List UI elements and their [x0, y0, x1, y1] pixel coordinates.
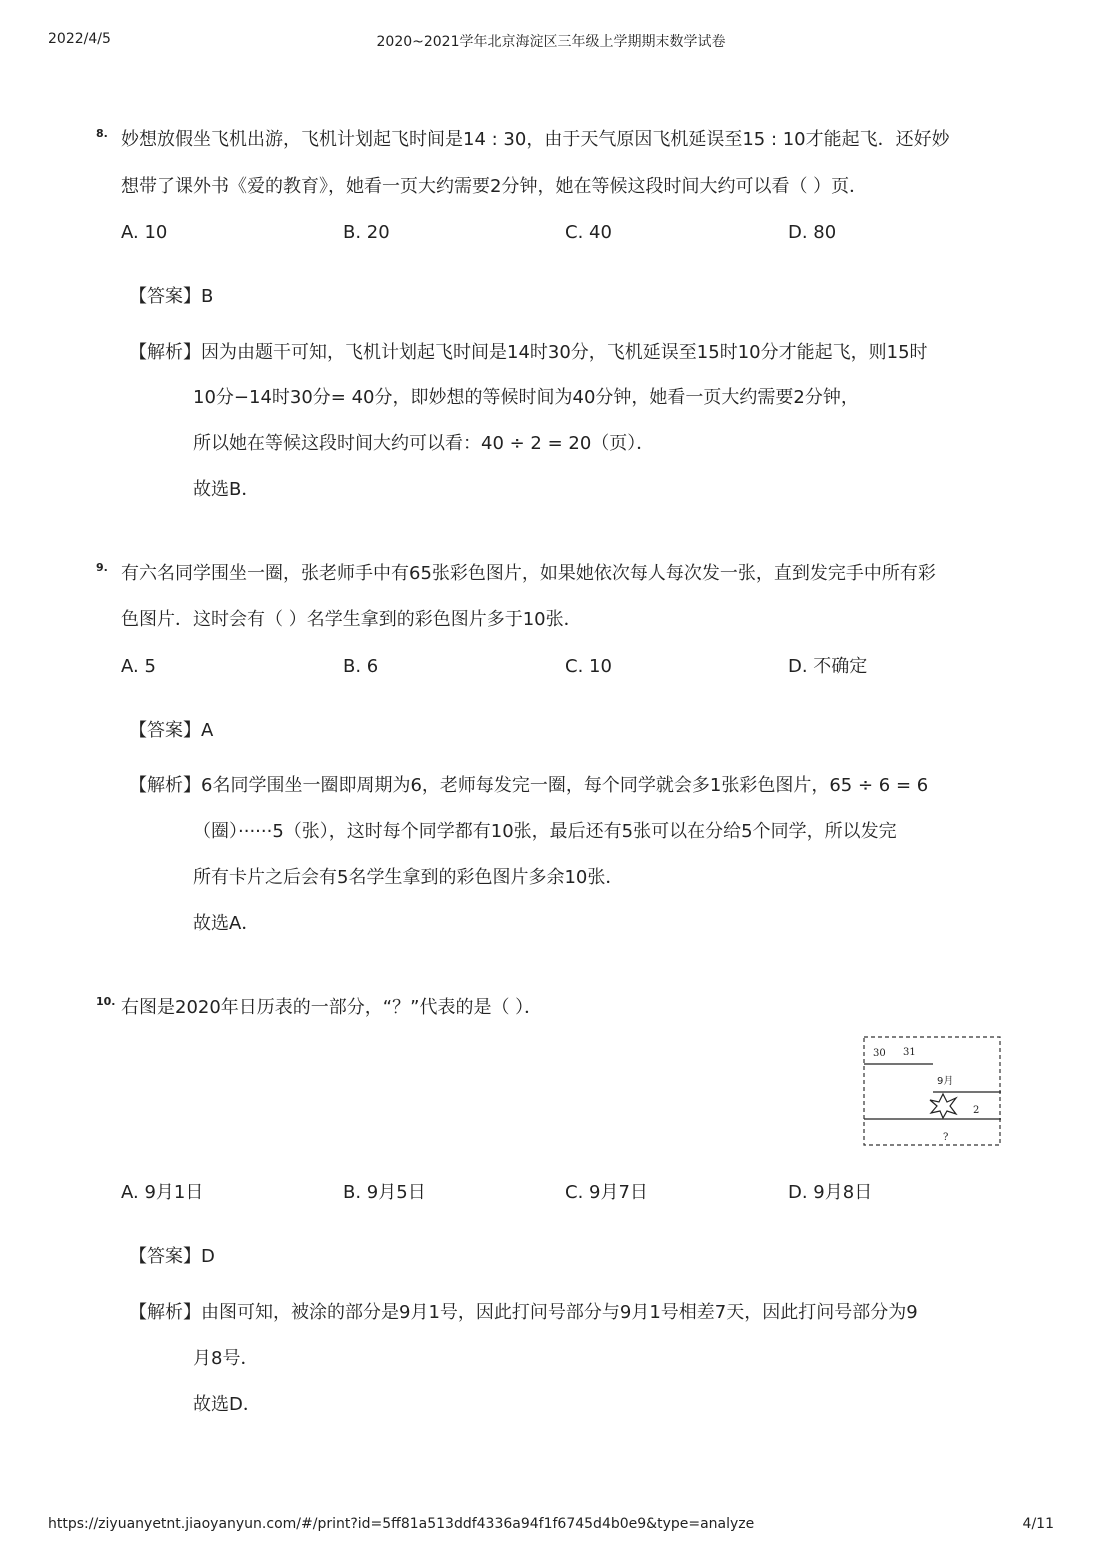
- option-a: A. 9月1日: [121, 1182, 204, 1203]
- answer-label: 【答案】: [129, 1246, 201, 1267]
- analysis-text: 由图可知，被涂的部分是9月1号，因此打问号部分与9月1号相差7天，因此打问号部分为9: [201, 1302, 918, 1323]
- question-stem-line: 有六名同学围坐一圈，张老师手中有65张彩色图片，如果她依次每人每次发一张，直到发完手中所有彩: [121, 563, 936, 584]
- option-b: B. 9月5日: [343, 1182, 426, 1203]
- option-a: A. 5: [121, 656, 156, 677]
- calendar-day-30: 30: [873, 1048, 886, 1059]
- option-b: B. 6: [343, 656, 379, 677]
- answer-line: [129, 719, 213, 743]
- source-url: https://ziyuanyetnt.jiaoyanyun.com/#/print?id=5ff81a513ddf4336a94f1f6745d4b0e9&type=analyze: [48, 1516, 755, 1532]
- option-c: C. 10: [565, 656, 612, 677]
- analysis-label: 【解析】: [129, 342, 201, 363]
- document-title: 2020~2021学年北京海淀区三年级上学期期末数学试卷: [376, 34, 726, 50]
- answer-value: A: [201, 720, 214, 741]
- answer-label: 【答案】: [129, 720, 201, 741]
- calendar-day-31: 31: [903, 1047, 916, 1058]
- question-stem-line: 想带了课外书《爱的教育》，她看一页大约需要2分钟，她在等候这段时间大约可以看（ ）页．: [121, 176, 868, 197]
- calendar-question-mark: ?: [943, 1132, 949, 1143]
- question-stem-line: 色图片．这时会有（ ）名学生拿到的彩色图片多于10张．: [121, 609, 582, 630]
- question-stem-line: 妙想放假坐飞机出游，飞机计划起飞时间是14 : 30，由于天气原因飞机延误至15 : 10才能起飞．还好妙: [121, 129, 950, 150]
- answer-value: D: [201, 1246, 215, 1267]
- analysis-text: 6名同学围坐一圈即周期为6，老师每发完一圈，每个同学就会多1张彩色图片，65 ÷ 6 = 6: [201, 775, 929, 796]
- print-date: 2022/4/5: [48, 31, 111, 47]
- answer-label: 【答案】: [129, 286, 201, 307]
- answer-line: [129, 1245, 215, 1269]
- analysis-text: 因为由题干可知，飞机计划起飞时间是14时30分，飞机延误至15时10分才能起飞，则15时: [201, 342, 928, 363]
- answer-line: [129, 285, 213, 309]
- analysis-line: [129, 341, 928, 365]
- answer-value: B: [201, 286, 214, 307]
- option-c: C. 40: [565, 222, 612, 243]
- page-number: 4/11: [1022, 1516, 1054, 1532]
- analysis-line: 故选B．: [193, 479, 260, 500]
- star-icon: [930, 1094, 956, 1118]
- option-b: B. 20: [343, 222, 390, 243]
- option-c: C. 9月7日: [565, 1182, 648, 1203]
- question-number: 8.: [96, 127, 108, 140]
- analysis-line: 故选A．: [193, 913, 260, 934]
- analysis-line: [129, 774, 928, 798]
- analysis-line: 10分−14时30分= 40分，即妙想的等候时间为40分钟，她看一页大约需要2分钟，: [193, 387, 859, 408]
- option-d: D. 不确定: [788, 656, 868, 677]
- analysis-line: 故选D．: [193, 1394, 261, 1415]
- analysis-line: （圈）······5（张），这时每个同学都有10张，最后还有5张可以在分给5个同学，所以发完: [193, 821, 897, 842]
- analysis-line: [129, 1301, 918, 1325]
- analysis-line: 月8号．: [193, 1348, 259, 1369]
- option-d: D. 9月8日: [788, 1182, 873, 1203]
- question-number: 10.: [96, 995, 116, 1008]
- question-number: 9.: [96, 561, 108, 574]
- option-a: A. 10: [121, 222, 168, 243]
- calendar-month-label: 9月: [937, 1076, 954, 1087]
- analysis-line: 所有卡片之后会有5名学生拿到的彩色图片多余10张．: [193, 867, 624, 888]
- calendar-day-2: 2: [973, 1105, 980, 1116]
- question-stem-line: 右图是2020年日历表的一部分，“？”代表的是（ ）．: [121, 997, 543, 1018]
- calendar-figure: [863, 1036, 1001, 1146]
- analysis-line: 所以她在等候这段时间大约可以看：40 ÷ 2 = 20（页）．: [193, 433, 655, 454]
- option-d: D. 80: [788, 222, 837, 243]
- analysis-label: 【解析】: [129, 1302, 201, 1323]
- analysis-label: 【解析】: [129, 775, 201, 796]
